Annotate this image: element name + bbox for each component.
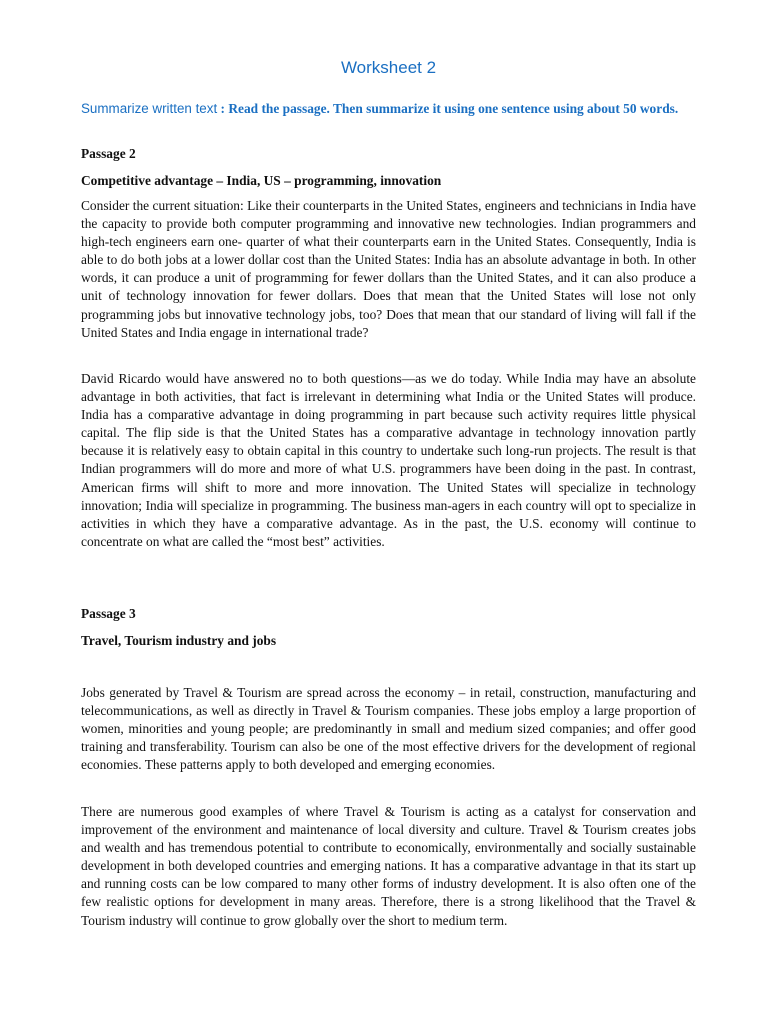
passage-3-paragraph-2: There are numerous good examples of where Travel & Tourism is acting as a catalyst for conservation and improvement of the environment and maintenance of local diversity and culture. Travel & Tourism creates jobs and wealth and has tremendous potential to contribute to economically, environmentally and socially sustainable development in both developed countries and emerging nations. It has a comparative advantage in that its start up and running costs can be low compared to many other forms of industry development. It is also often one of the few realistic options for development in many areas. Therefore, there is a strong likelihood that the Travel & Tourism industry will continue to grow globally over the short to medium term.	[81, 804, 696, 928]
passage-3-label: Passage 3	[81, 606, 136, 621]
passage-3-paragraph-1: Jobs generated by Travel & Tourism are spread across the economy – in retail, construction, manufacturing and telecommunications, as well as directly in Travel & Tourism companies. These jobs employ a large proportion of women, minorities and young people; are predominantly in small and medium sized companies; and offer good training and transferability. Tourism can also be one of the most effective drivers for the development of regional economies. These patterns apply to both developed and emerging economies.	[81, 685, 696, 773]
worksheet-title: Worksheet 2	[340, 58, 437, 77]
passage-3-heading: Travel, Tourism industry and jobs	[81, 633, 277, 648]
passage-2-heading: Competitive advantage – India, US – programming, innovation	[81, 173, 442, 188]
passage-2-label: Passage 2	[81, 146, 136, 161]
passage-2-paragraph-1: Consider the current situation: Like their counterparts in the United States, engineers and technicians in India have the capacity to provide both computer programming and innovative new technologies. Indian programmers and high-tech engineers earn one- quarter of what their counterparts earn in the United States. Consequently, India is able to do both jobs at a lower dollar cost than the United States: India has an absolute advantage in both. In other words, it can produce a unit of programming for fewer dollars than the United States, and it can also produce a unit of technology innovation for fewer dollars. Does that mean that the United States will lose not only programming jobs but innovative technology jobs, too? Does that mean that our standard of living will fall if the United States and India engage in international trade?	[81, 198, 696, 340]
instruction-lead: Summarize written text	[81, 101, 218, 116]
passage-2-paragraph-2: David Ricardo would have answered no to both questions—as we do today. While India may have an absolute advantage in both activities, that fact is irrelevant in determining what India or the United States will produce. India has a comparative advantage in doing programming in part because such activity requires little physical capital. The flip side is that the United States has a comparative advantage in technology innovation partly because it is relatively easy to obtain capital in this country to undertake such long-run projects. The result is that Indian programmers will do more and more of what U.S. programmers have been doing in the past. In contrast, American firms will shift to more and more innovation. The United States will specialize in technology innovation; India will specialize in programming. The business man-agers in each country will opt to specialize in activities in which they have a comparative advantage. As in the past, the U.S. economy will continue to concentrate on what are called the “most best” activities.	[81, 371, 696, 549]
instruction-task: : Read the passage. Then summarize it using one sentence using about 50 words.	[217, 101, 679, 116]
instruction	[81, 100, 696, 117]
